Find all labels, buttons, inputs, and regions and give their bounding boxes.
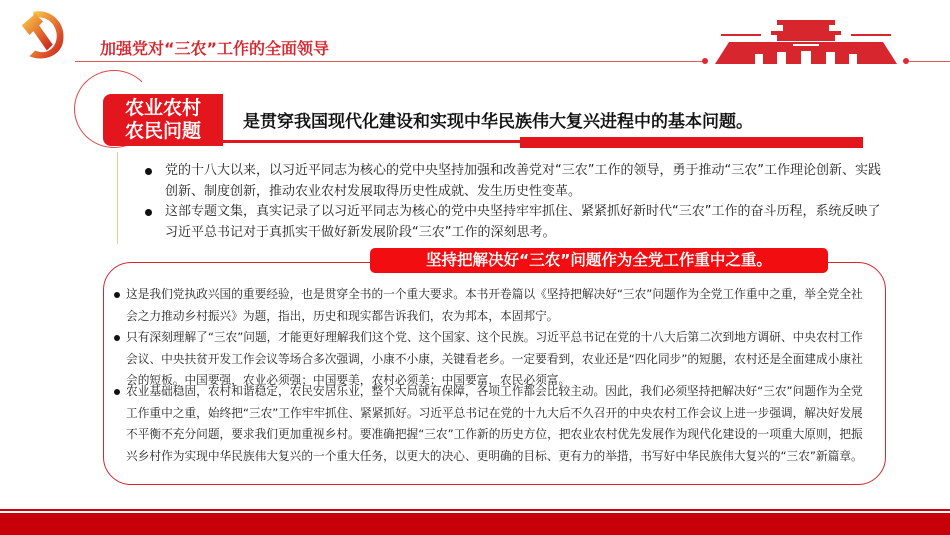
bullet-text: 只有深刻理解了“三农”问题，才能更好理解我们这个党、这个国家、这个民族。习近平总书记在党的十八大后第二次到地方调研、中央农村工作会议、中央扶贫开发工作会议等场合多次强调，小康不小康，关键看老乡。一定要看到，农业还是“四化同步”的短腿，农村还是全面建成小康社会的短板。中国要强，农业必须强；中国要美，农村必须美；中国要富，农民必须富。 [126,330,863,388]
bullet-icon [114,292,120,298]
topic-headline: 是贯穿我国现代化建设和实现中华民族伟大复兴进程中的基本问题。 [243,112,753,132]
divider-dot [702,58,708,64]
header-divider [909,61,950,62]
underline-bar-thick [520,137,863,148]
bullet-icon [114,335,120,341]
footer-band [0,513,950,535]
bullet-icon [145,209,152,216]
bullet-text: 农业基础稳固，农村和谐稳定，农民安居乐业，整个大局就有保障，各项工作都会比较主动。因此，我们必须坚持把解决好“三农”问题作为全党工作重中之重，始终把“三农”工作牢牢抓住、紧紧抓好。习近平总书记在党的十九大后不久召开的中央农村工作会议上进一步强调，解决好发展不平衡不充分问题，要求我们更加重视乡村。要准确把握“三农”工作新的历史方位，把农业农村优先发展作为现代化建设的一项重大原则，把振兴乡村作为实现中华民族伟大复兴的一个重大任务，以更大的决心、更明确的目标、更有力的举措，书写好中华民族伟大复兴的“三农”新篇章。 [126,384,863,463]
intro-bullet [145,202,885,243]
party-emblem-icon [14,6,72,64]
bullet-text: 这是我们党执政兴国的重要经验，也是贯穿全书的一个重大要求。本书开卷篇以《坚持把解决好“三农”问题作为全党工作重中之重，举全党全社会之力推动乡村振兴》为题，指出，历史和现实都告诉我们，农为邦本，本固邦宁。 [126,287,863,323]
footer-line [0,509,950,511]
bullet-icon [145,168,152,175]
section-title: 坚持把解决好“三农”问题作为全党工作重中之重。 [370,248,828,273]
topic-tag-line: 农民问题 [124,120,201,142]
underline-bar [222,140,522,143]
page-title: 加强党对“三农”工作的全面领导 [100,39,330,58]
section-bullet [114,284,874,327]
intro-bullet [145,161,885,202]
bullet-icon [114,389,120,395]
header-divider [75,61,705,62]
section-bullet [114,381,874,467]
topic-tag [103,94,223,146]
bullet-text: 党的十八大以来，以习近平同志为核心的党中央坚持加强和改善党对“三农”工作的领导，勇于推动“三农”工作理论创新、实践创新、制度创新，推动农业农村发展取得历史性成就、发生历史性变革。 [165,163,881,199]
bullet-text: 这部专题文集，真实记录了以习近平同志为核心的党中央坚持牢牢抓住、紧紧抓好新时代“三农”工作的奋斗历程，系统反映了习近平总书记对于真抓实干做好新发展阶段“三农”工作的深刻思考。 [165,204,881,240]
tiananmen-gate-icon [715,18,897,64]
topic-tag-line: 农业农村 [124,97,201,119]
vertical-divider [117,152,118,244]
